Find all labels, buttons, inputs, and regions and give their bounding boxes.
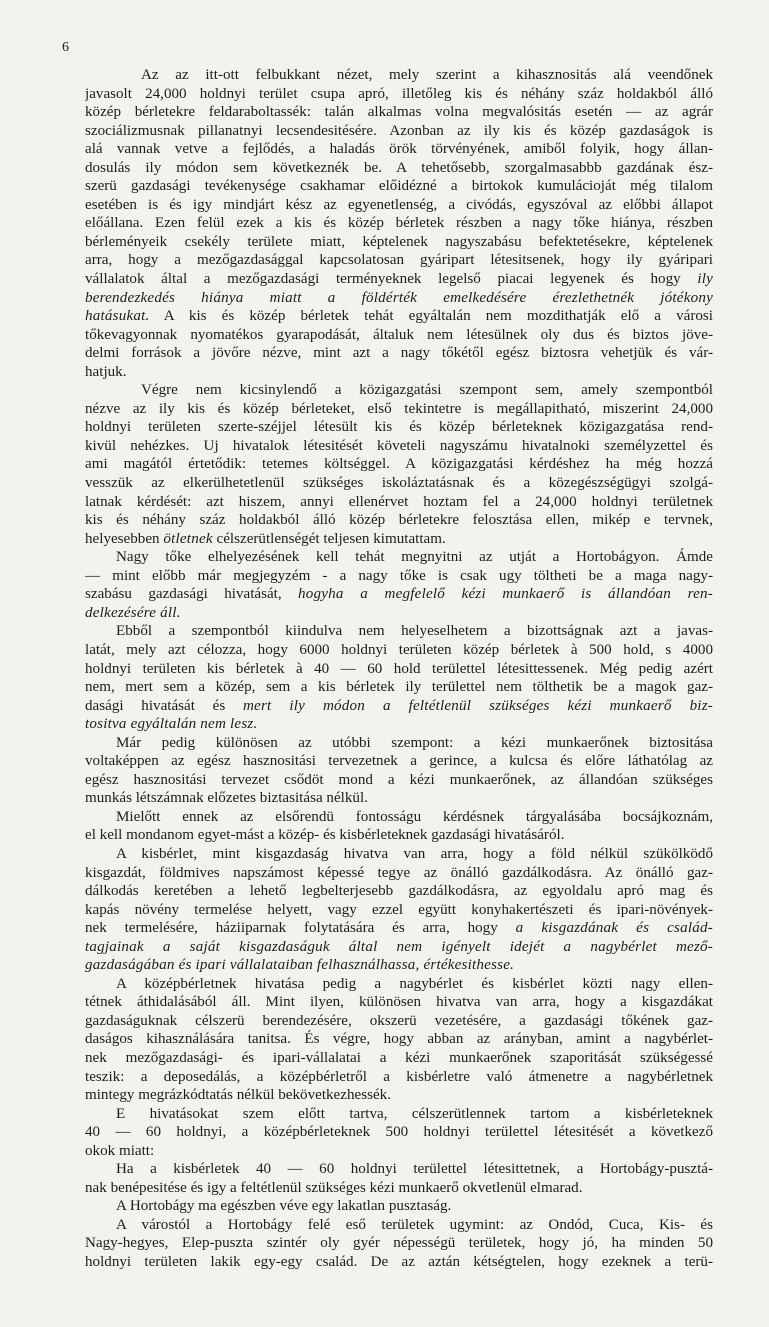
italic-text-segment: mert ily módon a feltétlenül szükséges kézi munkaerő biz- (242, 697, 713, 714)
text-segment: előállana. Ezen felül ezek a kis és közép bérletek részben a nagy tőke hiánya, részben (85, 215, 713, 232)
text-segment: voltaképpen az egész hasznositási tervezetnek a gerince, a kulcsa és előre láthatólag az (85, 753, 713, 770)
text-segment: A várostól a Hortobágy felé eső területek ugymint: az Ondód, Cuca, Kis- és (116, 1216, 713, 1233)
text-segment: szociálizmusnak pillanatnyi lecsendesitésére. Azonban az ily kis és közép gazdaságok is (85, 122, 713, 139)
text-segment: kivül nehézkes. Uj hivatalok létesitését követeli nagyszámu hivatalnoki személyzettel és (85, 437, 713, 454)
text-segment: szabásu gazdasági hivatását, (85, 586, 298, 603)
text-line (85, 1179, 713, 1198)
text-line (85, 585, 713, 604)
text-segment: javasolt 24,000 holdnyi terület csupa apró, illetőleg kis és néhány száz holdakból álló (85, 85, 713, 102)
text-line (85, 808, 713, 827)
text-segment: gazdaságuknak célszerü berendezésére, okszerü vezetésére, a gazdasági tőkének gaz- (85, 1012, 713, 1029)
text-line (85, 1123, 713, 1142)
text-line (85, 901, 713, 920)
text-segment: E hivatásokat szem előtt tartva, célszerütlennek tartom a kisbérleteknek (116, 1105, 713, 1122)
text-line (85, 789, 713, 808)
italic-text-segment: tagjainak a saját kisgazdaságuk által nem igényelt idejét a nagybérlet mező- (85, 938, 713, 955)
text-segment: közép bérletekre feldaraboltassék: talán alkalmas volna megvalósitás esetén — az agrár (85, 104, 713, 121)
page-number: 6 (62, 40, 69, 55)
text-line (85, 140, 713, 159)
text-line (85, 826, 713, 845)
text-line (85, 344, 713, 363)
text-line (85, 177, 713, 196)
text-segment: A középbérletnek hivatása pedig a nagybérlet és kisbérlet közti nagy ellen- (116, 975, 713, 992)
text-line (85, 455, 713, 474)
text-line (85, 233, 713, 252)
text-line (85, 548, 713, 567)
text-line (85, 678, 713, 697)
text-segment: delmi források a jövőre nézve, mint azt a nagy tőkétől egész biztosra vehetjük és vár- (85, 345, 713, 362)
text-line (85, 845, 713, 864)
text-segment: holdnyi területen szerte-széjjel létesült kis és közép bérleteknek közigazgatása rend- (85, 419, 713, 436)
text-line (85, 1068, 713, 1087)
text-segment: nek mezőgazdasági- és ipari-vállalatai a kézi munkaerőnek szaporitását szükségessé (85, 1049, 713, 1066)
text-line (85, 326, 713, 345)
text-line (85, 214, 713, 233)
text-segment: dosulás ily módon sem következnék be. A tehetősebb, szorgalmasabbb gazdának ész- (85, 159, 713, 176)
text-segment: alá vannak vetve a fejlődés, a haladás örök törvényének, amiből folyik, hogy állan- (85, 141, 713, 158)
italic-text-segment: berendezkedés hiánya miatt a földérték emelkedésére érezlethetnék jótékony (85, 289, 713, 306)
text-line (85, 919, 713, 938)
text-segment: dálkodás keretében a lehető legbelterjesebb gazdálkodásra, az egyoldalu apró mag és (85, 883, 713, 900)
text-segment: A kisbérlet, mint kisgazdaság hivatva van arra, hogy a föld nélkül szükölködő (116, 845, 713, 862)
text-line (85, 1216, 713, 1235)
text-line (85, 381, 713, 400)
body-text (85, 66, 713, 1272)
text-line (85, 697, 713, 716)
text-segment: vesszük az elkerülhetetlenül szükséges iskoláztatásnak és a közegészségügyi szolgá- (85, 475, 713, 492)
text-segment: nak benépesitése és igy a feltétlenül szükséges kézi munkaerő okvetlenül elmarad. (85, 1179, 583, 1196)
text-segment: okok miatt: (85, 1142, 155, 1159)
text-line (85, 567, 713, 586)
text-segment: munkás létszámnak előzetes biztasitása nélkül. (85, 790, 368, 807)
text-line (85, 474, 713, 493)
text-line (85, 771, 713, 790)
text-segment: ami magától értetődik: tetemes költséggel. A közigazgatási kérdéshez ha még hozzá (85, 456, 713, 473)
text-line (85, 641, 713, 660)
text-segment: el kell mondanom egyet-mást a közép- és kisbérleteknek gazdasági hivatásáról. (85, 827, 565, 844)
text-segment: célszerütlenségét teljesen kimutattam. (212, 530, 446, 547)
text-line (85, 122, 713, 141)
text-segment: dasági hivatását és (85, 697, 243, 714)
text-line (85, 956, 713, 975)
text-line (85, 1086, 713, 1105)
text-line (85, 604, 713, 623)
text-line (85, 511, 713, 530)
text-segment: kapás növény termelése helyett, vagy ezzel együtt konyhakertészeti és ipari-növények- (85, 901, 713, 918)
text-line (85, 1105, 713, 1124)
italic-text-segment: gazdaságában és ipari vállalataiban felhasználhassa, értékesithesse. (85, 957, 515, 974)
italic-text-segment: a kisgazdának és család- (515, 920, 713, 937)
text-line (85, 1160, 713, 1179)
text-segment: A Hortobágy ma egészben véve egy lakatlan pusztaság. (116, 1198, 452, 1215)
text-segment: tőkevagyonnak nyomatékos gyarapodását, általuk nem létesülnek oly dus és biztos jöve- (85, 326, 713, 343)
text-segment: helyesebben (85, 530, 164, 547)
text-line (85, 270, 713, 289)
italic-text-segment: delkezésére áll. (85, 604, 181, 621)
italic-text-segment: hatásukat. (85, 308, 150, 325)
text-segment: — mint előbb már megjegyzém - a nagy tőke is csak ugy töltheti be a maga nagy- (85, 567, 713, 584)
text-line (85, 85, 713, 104)
text-segment: daságos kihasználására tanitsa. És végre, hogy abban az arányban, amint a nagybérlet- (85, 1031, 713, 1048)
text-segment: mintegy megrázkódtatás nélkül bekövetkezhessék. (85, 1087, 391, 1104)
text-line (85, 307, 713, 326)
text-line (85, 882, 713, 901)
text-line (85, 660, 713, 679)
text-segment: bérleményeik csekély területe miatt, képtelenek nagyszabásu befektetésekre, képtelenek (85, 233, 713, 250)
text-line (85, 196, 713, 215)
text-segment: Ha a kisbérletek 40 — 60 holdnyi területtel létesittetnek, a Hortobágy-pusztá- (116, 1161, 713, 1178)
text-segment: nem, mert sem a közép, sem a kis bérletek ily területtel nem tölthetik be a magok gaz- (85, 679, 713, 696)
text-segment: vállalatok által a mezőgazdasági terményeknek legelső piacai legyenek és hogy (85, 271, 698, 288)
text-line (85, 1234, 713, 1253)
text-segment: Ebből a szempontból kiindulva nem helyeselhetem a bizottságnak azt a javas- (116, 623, 713, 640)
text-line (85, 864, 713, 883)
text-line (85, 400, 713, 419)
text-line (85, 1197, 713, 1216)
text-line (85, 975, 713, 994)
text-line (85, 530, 713, 549)
text-segment: 40 — 60 holdnyi, a középbérleteknek 500 holdnyi területtel létesitését a következő (85, 1124, 713, 1141)
text-segment: arra, hogy a mezőgazdasággal kapcsolatosan gyáripart létesitsenek, hogy ily gyáripari (85, 252, 713, 269)
text-segment: A kis és közép bérletek tehát egyáltalán nem mozdithatják elő a városi (149, 308, 713, 325)
text-line (85, 752, 713, 771)
text-line (85, 437, 713, 456)
text-line (85, 993, 713, 1012)
text-line (85, 363, 713, 382)
text-segment: tétnek áthidalásából áll. Mint ilyen, különösen hivatva van arra, hogy a kisgazdákat (85, 994, 713, 1011)
italic-text-segment: ötletnek (163, 530, 213, 547)
text-line (85, 1012, 713, 1031)
italic-text-segment: ily (697, 271, 713, 288)
text-line (85, 1030, 713, 1049)
text-line (85, 103, 713, 122)
text-line (85, 289, 713, 308)
text-segment: holdnyi területen lakik egy-egy család. De az aztán kétségtelen, hogy ezeknek a terü- (85, 1254, 713, 1270)
text-segment: Mielőtt ennek az elsőrendü fontosságu kérdésnek tárgyalásába bocsájkoznám, (116, 808, 713, 825)
text-segment: teszik: a deposedálás, a középbérletről a kisbérletre való átmenetre a nagybérletnek (85, 1068, 713, 1085)
italic-text-segment: tositva egyáltalán nem lesz. (85, 716, 258, 733)
text-segment: latát, mely azt célozza, hogy 6000 holdnyi területen közép bérletek à 500 hold, s 4000 (85, 641, 713, 658)
text-line (85, 251, 713, 270)
text-segment: kis és néhány száz holdakból álló közép bérletekre felosztása ellen, mikép e tervnek, (85, 512, 713, 529)
text-segment: holdnyi területen kis bérletek à 40 — 60 hold területtel létesittessenek. Még pedig azért (85, 660, 713, 677)
text-line (85, 493, 713, 512)
text-line (85, 1142, 713, 1161)
italic-text-segment: hogyha a megfelelő kézi munkaerő is állandóan ren- (298, 586, 713, 603)
text-segment: egész hasznositási tervezet csődöt mond a kézi munkaerőnek, az állandóan szükséges (85, 771, 713, 788)
text-segment: esetében is és igy mindjárt kész az egyenetlenség, a civódás, egyszóval az előbbi állapot (85, 196, 713, 213)
text-segment: latnak kérdését: azt hiszem, annyi ellenérvet hoztam fel a 24,000 holdnyi területnek (85, 493, 713, 510)
text-segment: Az az itt-ott felbukkant nézet, mely szerint a kihasznositás alá veendőnek (141, 67, 713, 83)
text-segment: nézve az ily kis és közép bérleteket, első tekintetre is megállapitható, miszerint 24,000 (85, 400, 713, 417)
text-line (85, 418, 713, 437)
text-segment: kisgazdát, földmives napszámost képessé tegye az önálló gazdálkodásra. Az önálló gaz- (85, 864, 713, 881)
text-line (85, 1049, 713, 1068)
text-segment: Már pedig különösen az utóbbi szempont: a kézi munkaerőnek biztositása (116, 734, 713, 751)
text-segment: nek termelésére, háziiparnak folytatására és arra, hogy (85, 920, 516, 937)
text-line (85, 734, 713, 753)
text-line (85, 622, 713, 641)
text-line (85, 66, 713, 85)
text-segment: hatjuk. (85, 363, 127, 380)
text-segment: Nagy-hegyes, Elep-pusztа szintér oly gyér népességü területek, hogy jó, ha minden 50 (85, 1235, 713, 1252)
text-line (85, 938, 713, 957)
text-segment: Nagy tőke elhelyezésének kell tehát megnyitni az utját a Hortobágyon. Ámde (116, 549, 713, 566)
text-segment: szerü gazdasági tevékenysége csakhamar előidézné a birtokok kumulácioját még tilalom (85, 178, 713, 195)
text-line (85, 159, 713, 178)
text-line (85, 715, 713, 734)
text-line (85, 1253, 713, 1272)
text-segment: Végre nem kicsinylendő a közigazgatási szempont sem, amely szempontból (141, 382, 713, 399)
